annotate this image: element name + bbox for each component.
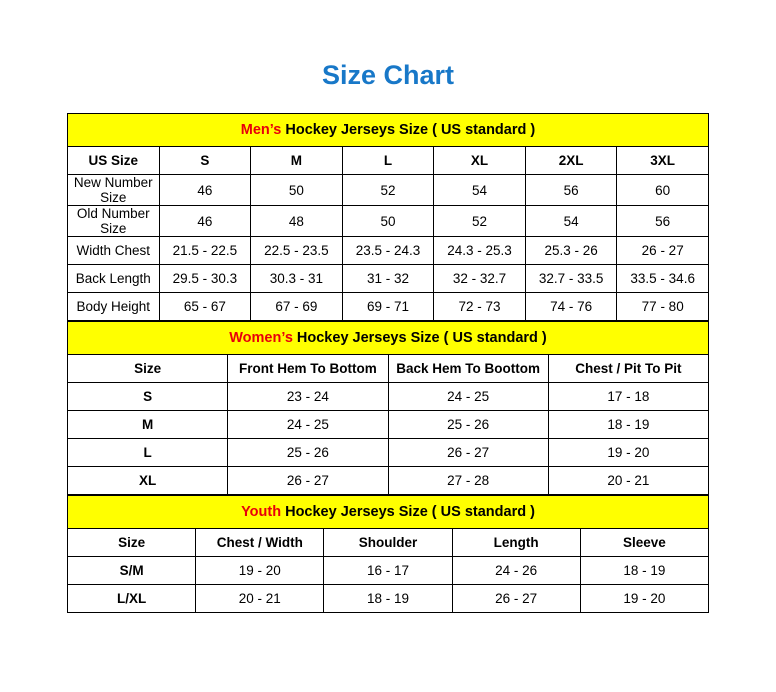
youth-size-table bbox=[67, 495, 709, 613]
youth-row-0-val-1: 16 - 17 bbox=[324, 557, 452, 585]
mens-row-1-val-2: 50 bbox=[342, 206, 434, 237]
youth-row-1-val-2: 26 - 27 bbox=[452, 585, 580, 613]
mens-header-row bbox=[68, 147, 709, 175]
mens-row-3-val-2: 31 - 32 bbox=[342, 265, 434, 293]
youth-col-4: Sleeve bbox=[580, 529, 708, 557]
mens-row-2-val-1: 22.5 - 23.5 bbox=[251, 237, 343, 265]
youth-header-row bbox=[68, 529, 709, 557]
womens-band bbox=[68, 322, 709, 355]
mens-band-rest: Hockey Jerseys Size ( US standard ) bbox=[281, 122, 536, 138]
womens-row-0-size: S bbox=[68, 383, 228, 411]
mens-row-1-val-3: 52 bbox=[434, 206, 526, 237]
mens-band-highlight: Men’s bbox=[240, 122, 282, 138]
youth-row-0-val-0: 19 - 20 bbox=[196, 557, 324, 585]
youth-col-0: Size bbox=[68, 529, 196, 557]
mens-band bbox=[68, 114, 709, 147]
table-row bbox=[68, 175, 709, 206]
mens-band-row bbox=[68, 114, 709, 147]
mens-row-3-val-4: 32.7 - 33.5 bbox=[525, 265, 617, 293]
womens-row-2-val-1: 26 - 27 bbox=[388, 439, 548, 467]
size-tables bbox=[67, 113, 709, 613]
mens-row-4-val-2: 69 - 71 bbox=[342, 293, 434, 321]
mens-col-1: S bbox=[159, 147, 251, 175]
youth-row-1-val-0: 20 - 21 bbox=[196, 585, 324, 613]
womens-row-2-size: L bbox=[68, 439, 228, 467]
youth-col-2: Shoulder bbox=[324, 529, 452, 557]
womens-header-row bbox=[68, 355, 709, 383]
womens-size-table bbox=[67, 321, 709, 495]
womens-row-1-size: M bbox=[68, 411, 228, 439]
womens-col-0: Size bbox=[68, 355, 228, 383]
mens-row-0-val-4: 56 bbox=[525, 175, 617, 206]
table-row bbox=[68, 206, 709, 237]
mens-row-2-val-2: 23.5 - 24.3 bbox=[342, 237, 434, 265]
youth-row-0-size: S/M bbox=[68, 557, 196, 585]
mens-col-5: 2XL bbox=[525, 147, 617, 175]
womens-band-highlight: Women’s bbox=[229, 330, 293, 346]
womens-row-1-val-0: 24 - 25 bbox=[228, 411, 388, 439]
table-row bbox=[68, 439, 709, 467]
womens-row-0-val-2: 17 - 18 bbox=[548, 383, 708, 411]
youth-row-0-val-2: 24 - 26 bbox=[452, 557, 580, 585]
mens-row-4-val-5: 77 - 80 bbox=[617, 293, 709, 321]
womens-row-1-val-1: 25 - 26 bbox=[388, 411, 548, 439]
table-row bbox=[68, 411, 709, 439]
mens-col-3: L bbox=[342, 147, 434, 175]
mens-row-2-val-0: 21.5 - 22.5 bbox=[159, 237, 251, 265]
page-title: Size Chart bbox=[321, 60, 455, 90]
youth-band-row bbox=[68, 496, 709, 529]
womens-row-0-val-1: 24 - 25 bbox=[388, 383, 548, 411]
womens-row-1-val-2: 18 - 19 bbox=[548, 411, 708, 439]
womens-col-1: Front Hem To Bottom bbox=[228, 355, 388, 383]
mens-row-4-val-1: 67 - 69 bbox=[251, 293, 343, 321]
mens-row-0-val-3: 54 bbox=[434, 175, 526, 206]
table-row bbox=[68, 237, 709, 265]
mens-row-3-label: Back Length bbox=[68, 265, 160, 293]
mens-col-0: US Size bbox=[68, 147, 160, 175]
mens-row-0-val-1: 50 bbox=[251, 175, 343, 206]
youth-row-1-size: L/XL bbox=[68, 585, 196, 613]
mens-row-3-val-3: 32 - 32.7 bbox=[434, 265, 526, 293]
mens-row-0-label: New Number Size bbox=[68, 175, 160, 206]
table-row bbox=[68, 293, 709, 321]
table-row bbox=[68, 557, 709, 585]
mens-row-4-val-0: 65 - 67 bbox=[159, 293, 251, 321]
mens-row-3-val-1: 30.3 - 31 bbox=[251, 265, 343, 293]
youth-band-rest: Hockey Jerseys Size ( US standard ) bbox=[281, 504, 535, 520]
mens-row-1-val-0: 46 bbox=[159, 206, 251, 237]
mens-row-1-val-4: 54 bbox=[525, 206, 617, 237]
womens-band-rest: Hockey Jerseys Size ( US standard ) bbox=[292, 330, 547, 346]
mens-row-0-val-2: 52 bbox=[342, 175, 434, 206]
mens-row-2-label: Width Chest bbox=[68, 237, 160, 265]
womens-row-3-val-1: 27 - 28 bbox=[388, 467, 548, 495]
womens-row-3-val-2: 20 - 21 bbox=[548, 467, 708, 495]
mens-row-3-val-5: 33.5 - 34.6 bbox=[617, 265, 709, 293]
table-row bbox=[68, 467, 709, 495]
mens-col-4: XL bbox=[434, 147, 526, 175]
womens-col-3: Chest / Pit To Pit bbox=[548, 355, 708, 383]
youth-row-1-val-1: 18 - 19 bbox=[324, 585, 452, 613]
mens-row-0-val-5: 60 bbox=[617, 175, 709, 206]
mens-row-4-val-4: 74 - 76 bbox=[525, 293, 617, 321]
mens-row-1-label: Old Number Size bbox=[68, 206, 160, 237]
youth-band-highlight: Youth bbox=[241, 504, 282, 520]
youth-row-1-val-3: 19 - 20 bbox=[580, 585, 708, 613]
womens-band-row bbox=[68, 322, 709, 355]
mens-row-2-val-3: 24.3 - 25.3 bbox=[434, 237, 526, 265]
mens-row-1-val-1: 48 bbox=[251, 206, 343, 237]
table-row bbox=[68, 265, 709, 293]
mens-size-table bbox=[67, 113, 709, 321]
table-row bbox=[68, 383, 709, 411]
womens-row-2-val-2: 19 - 20 bbox=[548, 439, 708, 467]
womens-row-0-val-0: 23 - 24 bbox=[228, 383, 388, 411]
youth-col-3: Length bbox=[452, 529, 580, 557]
mens-col-6: 3XL bbox=[617, 147, 709, 175]
youth-row-0-val-3: 18 - 19 bbox=[580, 557, 708, 585]
womens-row-3-val-0: 26 - 27 bbox=[228, 467, 388, 495]
mens-row-1-val-5: 56 bbox=[617, 206, 709, 237]
mens-row-4-val-3: 72 - 73 bbox=[434, 293, 526, 321]
mens-row-2-val-5: 26 - 27 bbox=[617, 237, 709, 265]
womens-row-2-val-0: 25 - 26 bbox=[228, 439, 388, 467]
mens-col-2: M bbox=[251, 147, 343, 175]
youth-col-1: Chest / Width bbox=[196, 529, 324, 557]
mens-row-0-val-0: 46 bbox=[159, 175, 251, 206]
youth-band bbox=[68, 496, 709, 529]
table-row bbox=[68, 585, 709, 613]
mens-row-4-label: Body Height bbox=[68, 293, 160, 321]
womens-row-3-size: XL bbox=[68, 467, 228, 495]
mens-row-3-val-0: 29.5 - 30.3 bbox=[159, 265, 251, 293]
mens-row-2-val-4: 25.3 - 26 bbox=[525, 237, 617, 265]
womens-col-2: Back Hem To Boottom bbox=[388, 355, 548, 383]
